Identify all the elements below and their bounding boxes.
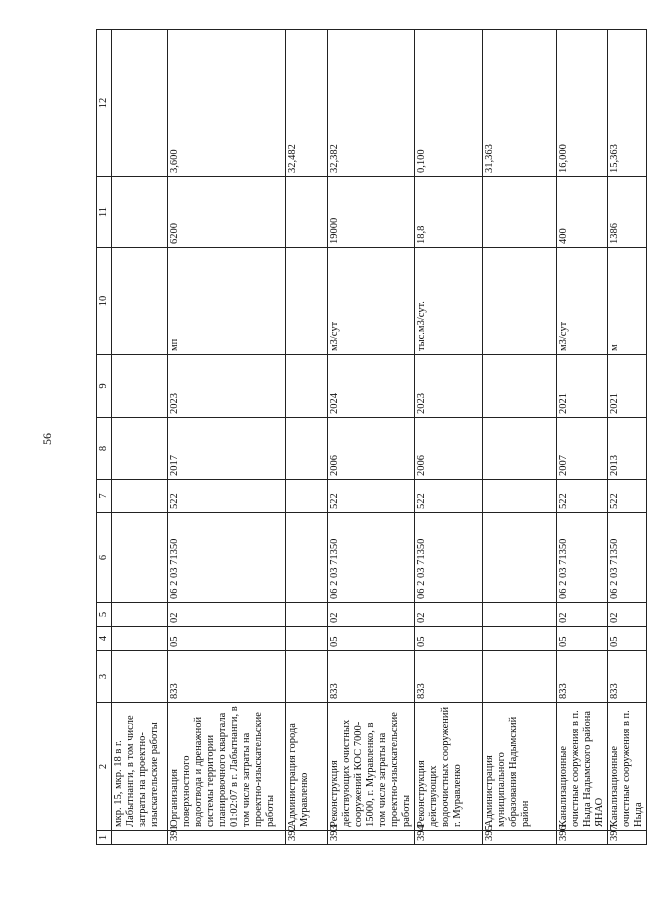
row-name: Администрация муниципального образования Надымский район (483, 703, 557, 831)
table-row (328, 30, 415, 845)
col-9: 2024 (328, 355, 415, 418)
table-row (483, 30, 557, 845)
col-12: 32,382 (328, 30, 415, 177)
row-name: Реконструкция действующих очистных сооружений КОС 7000-15000, г. Муравленко, в том числе затраты на проектно-изыскательские работы (328, 703, 415, 831)
col-5: 02 (608, 603, 647, 627)
col-8: 2006 (415, 418, 483, 480)
col-9: 2021 (608, 355, 647, 418)
column-header: 6 (97, 513, 112, 603)
col-7: 522 (168, 480, 286, 513)
col-6: 06 2 03 71350 (415, 513, 483, 603)
col-3: 833 (168, 651, 286, 703)
column-header: 7 (97, 480, 112, 513)
column-header: 3 (97, 651, 112, 703)
col-10 (483, 248, 557, 355)
col-7: 522 (608, 480, 647, 513)
row-number: 395 (483, 831, 557, 845)
column-header: 8 (97, 418, 112, 480)
col-8: 2007 (557, 418, 608, 480)
col-10: м (608, 248, 647, 355)
col-5: 02 (415, 603, 483, 627)
col-5: 02 (328, 603, 415, 627)
col-7 (483, 480, 557, 513)
col-9: 2021 (557, 355, 608, 418)
col-6: 06 2 03 71350 (328, 513, 415, 603)
col-10: тыс.м3/сут. (415, 248, 483, 355)
col-7 (286, 480, 328, 513)
col-11 (483, 177, 557, 248)
col-12: 16,000 (557, 30, 608, 177)
row-number: 396 (557, 831, 608, 845)
row-number: 391 (168, 831, 286, 845)
row-name: Канализационные очистные сооружения в п. Ныда (608, 703, 647, 831)
row-number: 394 (415, 831, 483, 845)
col-6 (286, 513, 328, 603)
col-11 (286, 177, 328, 248)
rotated-table-container (96, 30, 644, 845)
col-10 (286, 248, 328, 355)
col-9: 2023 (415, 355, 483, 418)
col-4: 05 (328, 627, 415, 651)
col-12: 3,600 (168, 30, 286, 177)
row-name: Администрация города Муравленко (286, 703, 328, 831)
header-row (97, 30, 112, 845)
column-header: 1 (97, 831, 112, 845)
col-12: 15,363 (608, 30, 647, 177)
column-header: 12 (97, 30, 112, 177)
col-11 (112, 177, 168, 248)
col-4 (112, 627, 168, 651)
col-5 (286, 603, 328, 627)
row-name: Организация поверхностного водоотвода и дренажной системы территории планировочного квартала 01:02:07 в г. Лабытнанги, в том числе затраты на проектно-изыскательские работы (168, 703, 286, 831)
col-11: 6200 (168, 177, 286, 248)
col-10: м3/сут (557, 248, 608, 355)
row-name: Канализационные очистные сооружения в п. Ныда Надымского района ЯНАО (557, 703, 608, 831)
row-number (112, 831, 168, 845)
row-name: мкр. 15, мкр. 18 в г. Лабытнанги, в том числе затраты на проектно-изыскательские работы (112, 703, 168, 831)
col-11: 400 (557, 177, 608, 248)
col-6: 06 2 03 71350 (557, 513, 608, 603)
col-8: 2006 (328, 418, 415, 480)
col-5 (483, 603, 557, 627)
col-3: 833 (608, 651, 647, 703)
col-7: 522 (328, 480, 415, 513)
col-3: 833 (415, 651, 483, 703)
col-8 (286, 418, 328, 480)
col-9: 2023 (168, 355, 286, 418)
col-4: 05 (168, 627, 286, 651)
col-6 (483, 513, 557, 603)
column-header: 9 (97, 355, 112, 418)
col-3: 833 (557, 651, 608, 703)
col-3 (483, 651, 557, 703)
column-header: 4 (97, 627, 112, 651)
data-table (96, 29, 647, 845)
col-7: 522 (415, 480, 483, 513)
col-3 (112, 651, 168, 703)
col-7 (112, 480, 168, 513)
col-4: 05 (415, 627, 483, 651)
col-11: 19000 (328, 177, 415, 248)
column-header: 10 (97, 248, 112, 355)
col-11: 18,8 (415, 177, 483, 248)
column-header: 5 (97, 603, 112, 627)
row-name: Реконструкция действующих водоочистных сооружений г. Муравленко (415, 703, 483, 831)
table-row (557, 30, 608, 845)
col-5 (112, 603, 168, 627)
row-number: 397 (608, 831, 647, 845)
col-8: 2017 (168, 418, 286, 480)
col-6: 06 2 03 71350 (608, 513, 647, 603)
col-5: 02 (557, 603, 608, 627)
col-10: м3/сут (328, 248, 415, 355)
column-header: 2 (97, 703, 112, 831)
column-header: 11 (97, 177, 112, 248)
col-4: 05 (557, 627, 608, 651)
col-8: 2013 (608, 418, 647, 480)
table-row (415, 30, 483, 845)
col-4 (483, 627, 557, 651)
page-number: 56 (40, 433, 54, 445)
col-7: 522 (557, 480, 608, 513)
col-3 (286, 651, 328, 703)
table-row (112, 30, 168, 845)
col-9 (112, 355, 168, 418)
col-9 (483, 355, 557, 418)
col-6 (112, 513, 168, 603)
col-9 (286, 355, 328, 418)
col-4: 05 (608, 627, 647, 651)
col-10: мп (168, 248, 286, 355)
col-10 (112, 248, 168, 355)
row-number: 393 (328, 831, 415, 845)
col-5: 02 (168, 603, 286, 627)
col-11: 1386 (608, 177, 647, 248)
col-8 (112, 418, 168, 480)
col-8 (483, 418, 557, 480)
table-row (168, 30, 286, 845)
row-number: 392 (286, 831, 328, 845)
table-body (97, 30, 647, 845)
col-6: 06 2 03 71350 (168, 513, 286, 603)
col-4 (286, 627, 328, 651)
col-3: 833 (328, 651, 415, 703)
col-12 (112, 30, 168, 177)
table-row (608, 30, 647, 845)
table-row (286, 30, 328, 845)
col-12: 31,363 (483, 30, 557, 177)
col-12: 0,100 (415, 30, 483, 177)
col-12: 32,482 (286, 30, 328, 177)
